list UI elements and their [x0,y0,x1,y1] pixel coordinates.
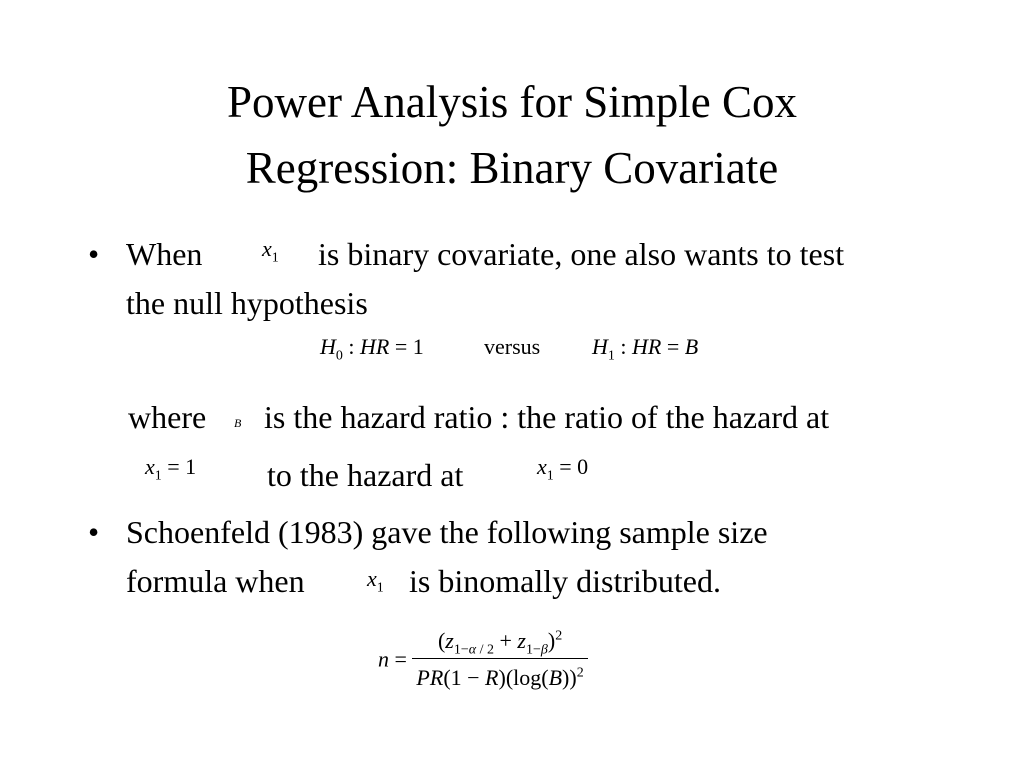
math-x1-eq-1: $x_1 = 1$ [145,454,197,484]
math-versus: versus [484,334,541,359]
math-h1: $H_1$ : HR = B [592,334,699,364]
bullet-2-line-2-end: is binomally distributed. [409,563,721,599]
bullet-1-marker: • [88,236,100,272]
ratio-text: is the hazard ratio : the ratio of the hazard at [264,399,830,435]
bullet-2-line-1: Schoenfeld (1983) gave the following sample size [126,514,768,550]
bullet-1-text: is binary covariate, one also wants to test [318,236,845,272]
bullet-1-when: When [126,236,203,272]
math-h0: $H_0$ : HR = 1 [320,334,424,364]
bullet-2-formula-when: formula when [126,563,305,599]
math-x1-inline: $x_1$ [262,236,279,266]
bullet-1-line-2: the null hypothesis [126,285,368,321]
bullet-2-marker: • [88,514,100,550]
title-line-2: Regression: Binary Covariate [245,143,779,193]
math-x1-inline-2: $x_1$ [367,566,384,596]
sample-size-formula: n = $\frac{(z_{1-\alpha / 2} + z_{1-\beta})^2}{PR(1 - R)(\log(B))^2}$ [378,628,588,691]
title-line-1: Power Analysis for Simple Cox [227,77,797,127]
where-text: where [128,399,207,435]
to-hazard-text: to the hazard at [267,457,464,493]
math-b-small: B [234,416,242,430]
math-x1-eq-0: $x_1 = 0$ [537,454,589,484]
